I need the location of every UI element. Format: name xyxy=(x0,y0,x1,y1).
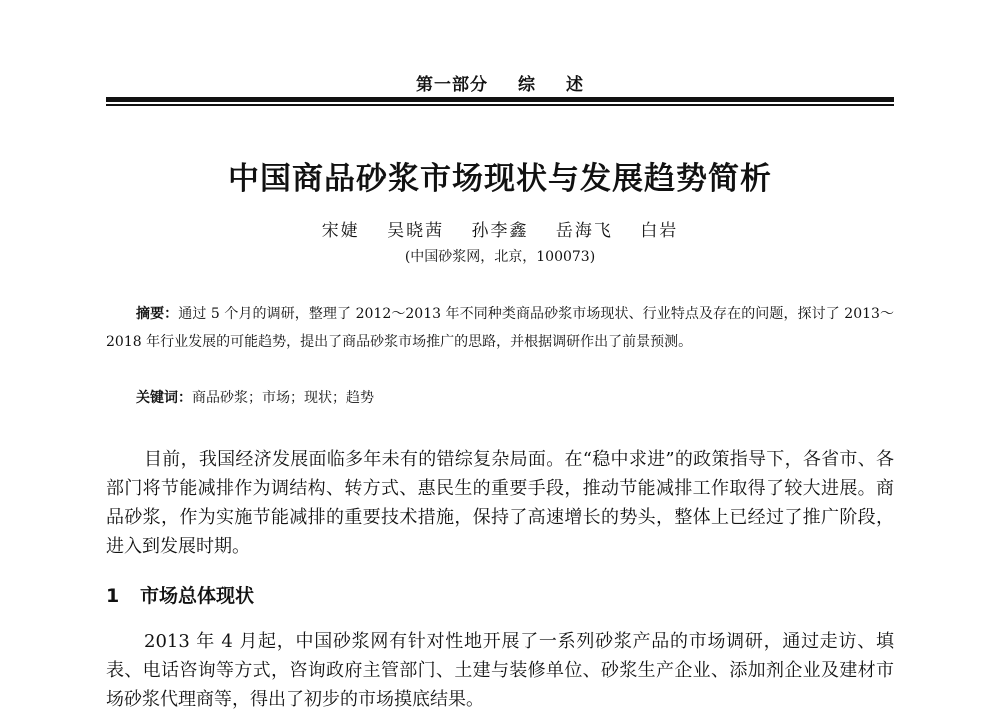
header-section-a: 综 xyxy=(518,75,536,95)
section-title: 市场总体现状 xyxy=(140,585,255,607)
author: 岳海飞 xyxy=(555,221,613,241)
author: 宋婕 xyxy=(321,221,360,241)
section1-paragraph: 2013 年 4 月起，中国砂浆网有针对性地开展了一系列砂浆产品的市场调研，通过走访、填表、电话咨询等方式，咨询政府主管部门、土建与装修单位、砂浆生产企业、添加剂企业及建材市场砂浆代理商等，得出了初步的市场摸底结果。 xyxy=(106,631,894,710)
section-heading xyxy=(106,581,254,608)
keywords-label: 关键词： xyxy=(136,390,192,406)
author: 白岩 xyxy=(640,221,679,241)
author: 孙李鑫 xyxy=(471,221,529,241)
header-rule-thin xyxy=(106,104,894,106)
intro-paragraph: 目前，我国经济发展面临多年未有的错综复杂局面。在“稳中求进”的政策指导下，各省市、各部门将节能减排作为调结构、转方式、惠民生的重要手段，推动节能减排工作取得了较大进展。商品砂浆，作为实施节能减排的重要技术措施，保持了高速增长的势头，整体上已经过了推广阶段，进入到发展时期。 xyxy=(106,449,894,557)
article-title: 中国商品砂浆市场现状与发展趋势简析 xyxy=(228,161,772,197)
header-part: 第一部分 xyxy=(416,75,488,95)
author-list xyxy=(0,216,1000,241)
header-section-b: 述 xyxy=(566,75,584,95)
keywords-text: 商品砂浆；市场；现状；趋势 xyxy=(192,390,374,406)
abstract-label: 摘要： xyxy=(136,306,179,322)
author: 吴晓茜 xyxy=(387,221,445,241)
header-rule-thick xyxy=(106,97,894,102)
abstract-text: 通过 5 个月的调研，整理了 2012～2013 年不同种类商品砂浆市场现状、行业特点及存在的问题，探讨了 2013～2018 年行业发展的可能趋势，提出了商品砂浆市场推广的思路，并根据调研作出了前景预测。 xyxy=(106,306,895,350)
section-number: 1 xyxy=(106,585,120,607)
keywords xyxy=(136,387,374,407)
running-header xyxy=(0,70,1000,95)
affiliation: (中国砂浆网，北京，100073) xyxy=(404,249,596,265)
abstract xyxy=(106,300,894,356)
